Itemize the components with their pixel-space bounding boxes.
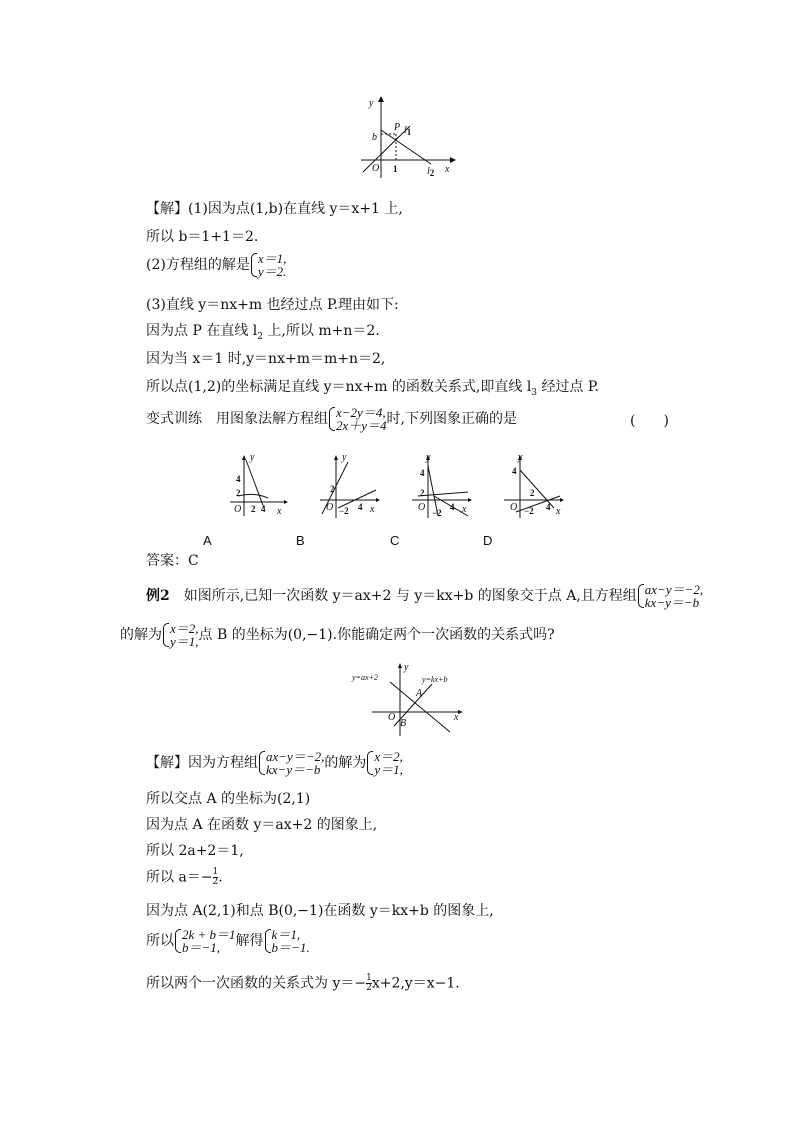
option-d-label: D [483, 533, 493, 548]
sol2-k-system: k＝1, b＝−1. [264, 928, 310, 954]
svg-text:O: O [234, 504, 242, 515]
b-label: b [372, 132, 377, 143]
svg-text:O: O [510, 502, 518, 513]
svg-text:4: 4 [546, 502, 551, 512]
y-axis-arrow [378, 96, 384, 102]
origin-label-2: O [388, 712, 396, 723]
sol2-line-3: 因为点 A 在函数 y＝ax+2 的图象上, [146, 817, 378, 833]
svg-text:2: 2 [420, 488, 425, 498]
origin-label: O [372, 163, 380, 174]
variant-question: 变式训练 用图象法解方程组 x−2y＝4, 2x＋y＝4 时,下列图象正确的是 [146, 405, 517, 433]
svg-text:2: 2 [530, 488, 535, 498]
l2-label: l2 [427, 166, 435, 178]
x-label-2: x [454, 712, 459, 723]
solution-system: x＝1, y＝2. [250, 252, 287, 278]
right-line-label: y=kx+b [422, 675, 448, 684]
svg-text:y: y [426, 452, 431, 463]
x-axis-arrow [450, 157, 456, 163]
option-a-label: A [203, 533, 212, 548]
option-c-line-2 [418, 492, 468, 496]
svg-text:−2: −2 [339, 506, 349, 516]
svg-text:x: x [370, 504, 375, 515]
variant-system: x−2y＝4, 2x＋y＝4 [328, 406, 387, 432]
svg-text:4: 4 [450, 502, 455, 512]
sol2-line-8: 所以两个一次函数的关系式为 y＝− $\frac{1}{2}$ x+2,y＝x−1. [146, 973, 460, 993]
line-l1 [363, 126, 410, 172]
svg-text:y: y [342, 452, 347, 463]
example2-line-2: 的解为 x＝2, y＝1, 点 B 的坐标为(0,−1).你能确定两个一次函数的关系式吗? [120, 621, 555, 649]
svg-text:y: y [250, 452, 255, 463]
svg-text:x: x [277, 506, 282, 517]
y-label-2: y [404, 662, 409, 673]
sol1-line-2: 所以 b＝1+1＝2. [146, 229, 259, 245]
sol1-line-3: (2)方程组的解是 x＝1, y＝2. [146, 251, 287, 279]
svg-text:−2: −2 [524, 506, 534, 516]
svg-text:4: 4 [358, 502, 363, 512]
x-label: x [445, 164, 450, 175]
svg-text:O: O [326, 502, 334, 513]
sol1-line-6: 因为当 x＝1 时,y＝nx+m＝m+n＝2, [146, 351, 386, 367]
left-line-label: y=ax+2 [352, 673, 378, 682]
svg-text:2: 2 [251, 504, 256, 514]
sol1-line-5: 因为点 P 在直线 $l_2$ 上,所以 m+n＝2. [146, 323, 380, 342]
example2-label: 例2 [146, 588, 170, 604]
sol2-line-5: 所以 a＝− $\frac{1}{2}$ . [146, 867, 223, 887]
svg-text:4: 4 [236, 474, 241, 484]
option-b-graph [316, 452, 382, 522]
option-a-line-2 [238, 494, 268, 498]
sol1-line-7: 所以点(1,2)的坐标满足直线 y＝nx+m 的函数关系式,即直线 $l_3$ 经过点 P. [146, 379, 599, 398]
sol2-line-2: 所以交点 A 的坐标为(2,1) [146, 791, 311, 807]
sol2-line-6: 因为点 A(2,1)和点 B(0,−1)在函数 y＝kx+b 的图象上, [146, 903, 494, 919]
example2-solution-system: x＝2, y＝1, [162, 622, 199, 648]
figure-example2 [350, 660, 465, 738]
sol2-line-7: 所以 2k + b＝1 b＝−1, 解得 k＝1, b＝−1. [146, 927, 310, 955]
answer-parentheses: ( ) [630, 413, 669, 429]
svg-text:2: 2 [236, 488, 241, 498]
svg-text:−2: −2 [432, 508, 442, 518]
svg-text:4: 4 [261, 504, 266, 514]
one-label: 1 [393, 164, 398, 174]
option-a-graph [224, 452, 290, 522]
svg-text:4: 4 [420, 468, 425, 478]
y-label: y [369, 98, 374, 109]
svg-text:y: y [518, 452, 523, 463]
svg-text:4: 4 [512, 466, 517, 476]
option-c-label: C [390, 533, 400, 548]
option-d-graph [500, 452, 566, 522]
example2-system: ax−y＝−2, kx−y＝−b [637, 583, 703, 609]
example2-line-1: 例2 如图所示,已知一次函数 y＝ax+2 与 y＝kx+b 的图象交于点 A,且方程组 ax−y＝−2, kx−y＝−b [146, 582, 704, 610]
sol2-system: ax−y＝−2, kx−y＝−b [258, 750, 324, 776]
svg-text:x: x [462, 504, 467, 515]
sol1-line-4: (3)直线 y＝nx+m 也经过点 P.理由如下: [146, 297, 399, 313]
l1-label: l1 [404, 125, 412, 137]
sol2-line-1: 【解】因为方程组 ax−y＝−2, kx−y＝−b 的解为 x＝2, y＝1, [146, 749, 403, 777]
svg-text:O: O [418, 502, 426, 513]
point-p-label: P [394, 122, 401, 133]
figure-intersecting-lines [355, 92, 460, 182]
sol2-eq-system: 2k + b＝1 b＝−1, [174, 928, 236, 954]
point-b-label: B [400, 718, 407, 729]
answer-text: 答案：C [146, 553, 199, 569]
option-a-line-1 [246, 460, 264, 508]
svg-text:2: 2 [330, 484, 335, 494]
point-a-label: A [416, 688, 423, 699]
svg-text:x: x [556, 506, 561, 517]
option-d-line-2 [516, 496, 560, 512]
option-b-label: B [296, 533, 305, 548]
sol2-solution: x＝2, y＝1, [366, 750, 403, 776]
sol2-line-4: 所以 2a+2＝1, [146, 843, 244, 859]
option-c-graph [408, 452, 474, 522]
sol1-line-1: 【解】(1)因为点(1,b)在直线 y＝x+1 上, [146, 201, 403, 217]
